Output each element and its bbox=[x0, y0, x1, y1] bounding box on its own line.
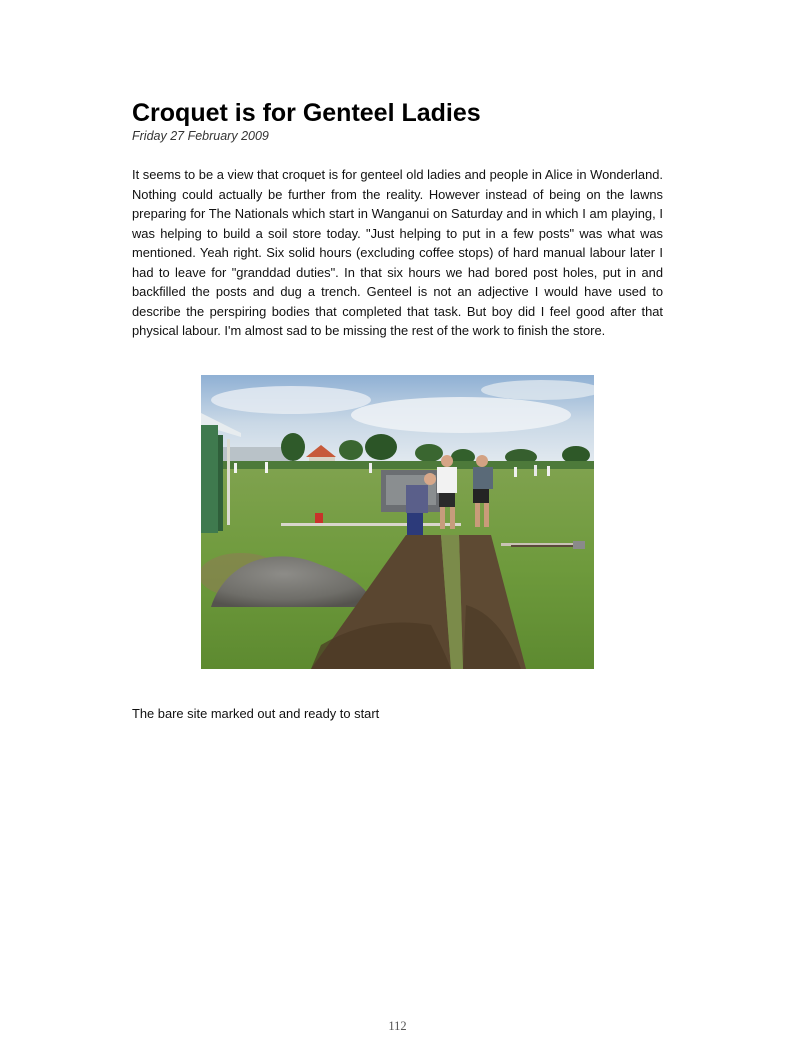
page-number: 112 bbox=[388, 1019, 407, 1033]
post-title: Croquet is for Genteel Ladies bbox=[132, 99, 481, 127]
post-date: Friday 27 February 2009 bbox=[132, 129, 269, 143]
croquet-lawn-photo bbox=[201, 375, 594, 669]
photo-caption: The bare site marked out and ready to start bbox=[132, 706, 380, 721]
post-body: It seems to be a view that croquet is for genteel old ladies and people in Alice in Wonderland. Nothing could actually be further from the reality. However instead of being on the lawns preparing for The Nationals which start in Wanganui on Saturday and in which I am playing, I was helping to build a soil store today. "Just helping to put in a few posts" was what was mentioned. Yeah right. Six solid hours (excluding coffee stops) of hard manual labour later I had to leave for "granddad duties". In that six hours we had bored post holes, put in and backfilled the posts and dug a trench. Genteel is not an adjective I would have used to describe the perspiring bodies that completed that task. But boy did I feel good after that physical labour. I'm almost sad to be missing the rest of the work to finish the store. bbox=[132, 167, 663, 339]
